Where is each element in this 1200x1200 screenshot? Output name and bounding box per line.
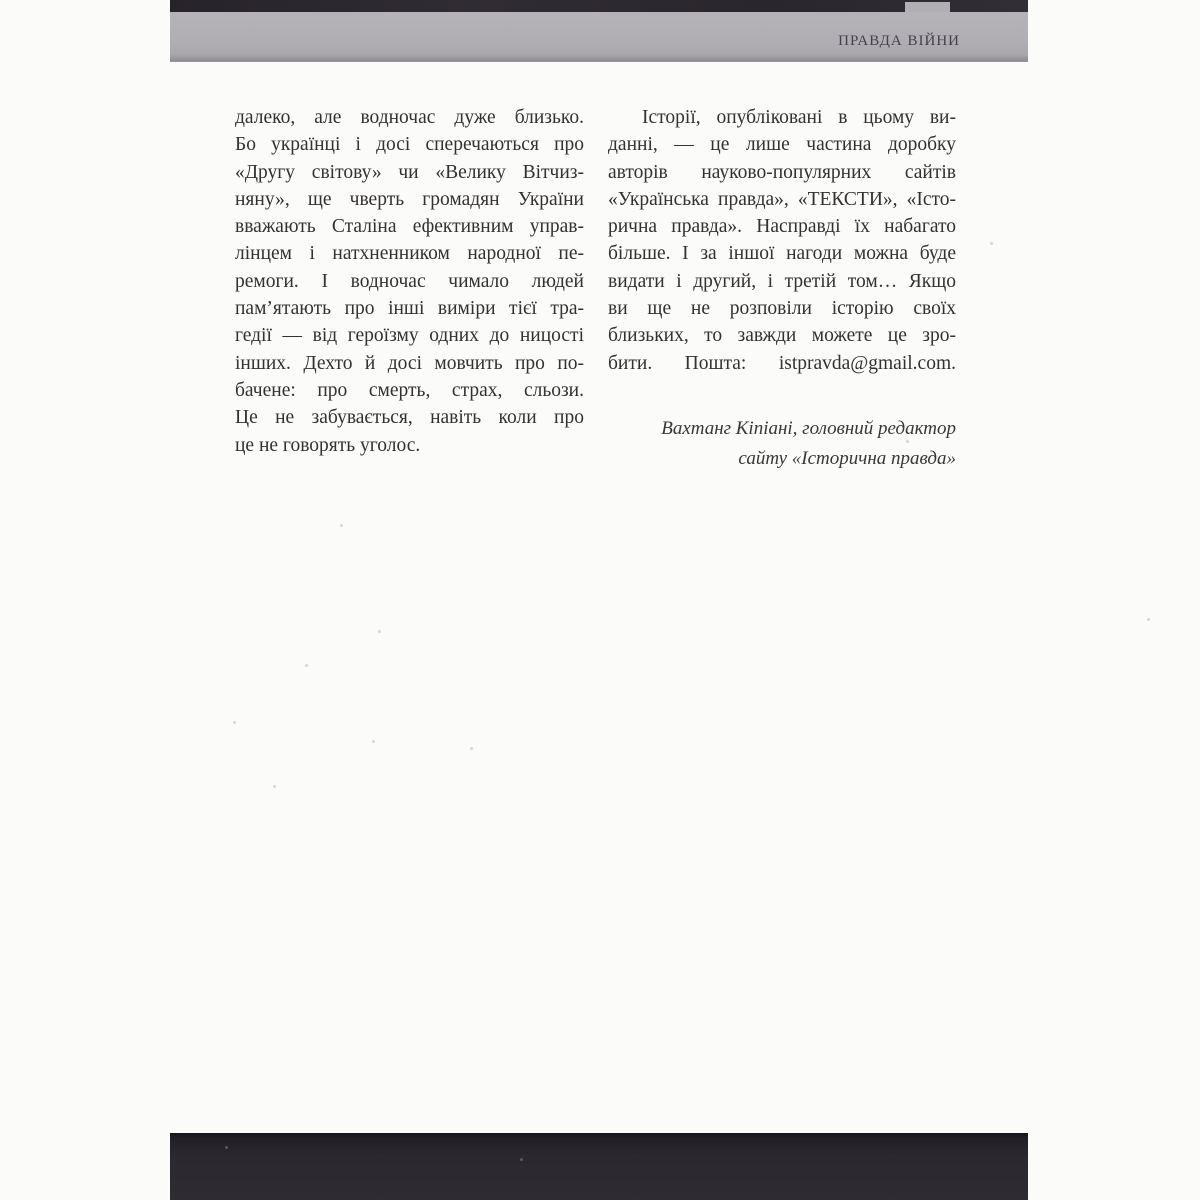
scan-speck [233,721,236,724]
left-column [235,104,584,459]
header-band [170,12,1028,62]
text-line: ви ще не розповіли історію своїх [608,298,956,320]
text-line: «Українська правда», «ТЕКСТИ», «Істо- [608,188,956,210]
scan-speck [225,1146,228,1149]
scan-speck [470,747,473,750]
text-line: інших. Дехто й досі мовчить про по- [235,352,584,374]
text-line: данні, — це лише частина доробку [608,134,956,156]
text-line: няну», ще чверть громадян України [235,188,584,210]
scan-speck [378,630,381,633]
text-line: ремоги. І водночас чимало людей [235,270,584,292]
text-line: бачене: про смерть, страх, сльози. [235,379,584,401]
text-line: «Другу світову» чи «Велику Вітчиз- [235,161,584,183]
right-column [608,104,956,377]
signature-line: Вахтанг Кіпіані, головний редактор [661,418,956,439]
text-line: видати і другий, і третій том… Якщо [608,270,956,292]
text-line: більше. І за іншої нагоди можна буде [608,243,956,265]
signature-line: сайту «Історична правда» [738,448,956,469]
text-line: вважають Сталіна ефективним управ- [235,216,584,238]
scan-speck [340,524,343,527]
text-line: пам’ятають про інші виміри тієї тра- [235,298,584,320]
running-header-title: ПРАВДА ВІЙНИ [838,32,960,49]
text-line: рична правда». Насправді їх набагато [608,216,956,238]
scan-speck [990,242,993,245]
text-line: Бо українці і досі сперечаються про [235,134,584,156]
footer-bar [170,1133,1028,1200]
scan-speck [520,1158,523,1161]
text-line: це не говорять уголос. [235,434,421,456]
text-line: бити. Пошта: istpravda@gmail.com. [608,352,956,374]
text-line: далеко, але водночас дуже близько. [235,107,584,128]
scan-speck [372,740,375,743]
text-line: гедії — від героїзму одних до ницості [235,325,584,347]
scan-speck [305,664,308,667]
scan-speck [1147,618,1150,621]
text-line: Це не забувається, навіть коли про [235,407,584,429]
text-line: авторів науково-популярних сайтів [608,161,956,183]
scan-speck [273,785,276,788]
text-line: лінцем і натхненником народної пе- [235,243,584,265]
scan-speck [906,440,909,443]
signature-block [608,414,956,474]
header-top-bar [170,0,1028,12]
text-line: Історії, опубліковані в цьому ви- [642,107,956,128]
text-line: близьких, то завжди можете це зро- [608,325,956,347]
